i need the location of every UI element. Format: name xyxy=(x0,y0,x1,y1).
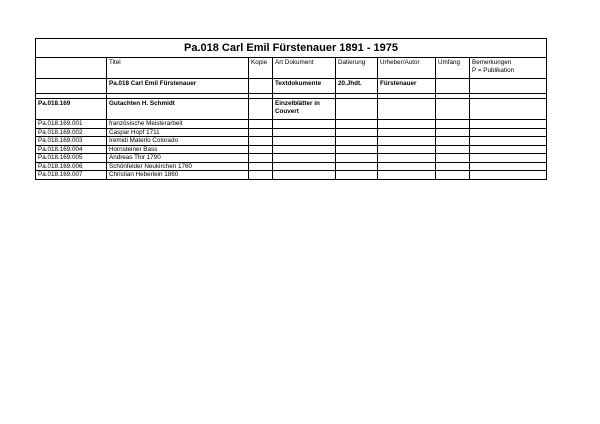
header-titel: Titel xyxy=(107,58,249,79)
header-signatur xyxy=(36,58,107,79)
group-art xyxy=(273,99,336,120)
table-row xyxy=(36,137,547,146)
item-titel: Andreas Thir 1790 xyxy=(107,154,249,163)
header-bemerkungen-note: P = Publikation xyxy=(472,67,515,74)
cell-signatur xyxy=(36,79,107,94)
header-row xyxy=(36,58,547,79)
collection-datierung: 20.Jhdt. xyxy=(336,79,378,94)
table-row xyxy=(36,162,547,171)
item-titel: Iremidi Materlo Colorado xyxy=(107,137,249,146)
item-titel: Christian Heberlein 1860 xyxy=(107,171,249,180)
item-signatur: Pa.018.169.002 xyxy=(36,128,107,137)
table-row xyxy=(36,171,547,180)
document-title: Pa.018 Carl Emil Fürstenauer 1891 - 1975 xyxy=(36,39,547,58)
cell-umfang xyxy=(436,99,470,120)
header-art-dokument: Art Dokument xyxy=(273,58,336,79)
title-row xyxy=(36,39,547,58)
item-titel: Caspar Hopf 1711 xyxy=(107,128,249,137)
item-signatur: Pa.018.169.006 xyxy=(36,162,107,171)
table-row xyxy=(36,128,547,137)
cell-bemerkungen xyxy=(470,99,547,120)
cell-datierung xyxy=(336,99,378,120)
item-signatur: Pa.018.169.004 xyxy=(36,145,107,154)
cell-kopie xyxy=(249,99,273,120)
header-bemerkungen xyxy=(470,58,547,79)
header-bemerkungen-label: Bemerkungen xyxy=(472,59,512,66)
group-titel: Gutachten H. Schmidt xyxy=(107,99,249,120)
item-titel: Hornsteiner Bass xyxy=(107,145,249,154)
item-signatur: Pa.018.169.005 xyxy=(36,154,107,163)
collection-urheber: Fürstenauer xyxy=(378,79,436,94)
collection-row xyxy=(36,79,547,94)
group-art-line1: Einzelblätter in xyxy=(275,100,320,107)
cell-umfang xyxy=(436,79,470,94)
item-signatur: Pa.018.169.001 xyxy=(36,120,107,129)
item-titel: Schönfelder Neukirchen 1760 xyxy=(107,162,249,171)
cell-urheber xyxy=(378,99,436,120)
group-signatur: Pa.018.169 xyxy=(36,99,107,120)
header-umfang: Umfang xyxy=(436,58,470,79)
header-datierung: Datierung xyxy=(336,58,378,79)
table-row xyxy=(36,120,547,129)
group-row xyxy=(36,99,547,120)
header-urheber: Urheber/Autor xyxy=(378,58,436,79)
table-row xyxy=(36,154,547,163)
archive-table xyxy=(35,38,547,180)
item-signatur: Pa.018.169.007 xyxy=(36,171,107,180)
cell-kopie xyxy=(249,79,273,94)
item-titel: französische Meisterarbeit xyxy=(107,120,249,129)
header-kopie: Kopie xyxy=(249,58,273,79)
cell-bemerkungen xyxy=(470,79,547,94)
group-art-line2: Couvert xyxy=(275,108,299,115)
table-row xyxy=(36,145,547,154)
item-signatur: Pa.018.169.003 xyxy=(36,137,107,146)
collection-titel: Pa.018 Carl Emil Fürstenauer xyxy=(107,79,249,94)
collection-art: Textdokumente xyxy=(273,79,336,94)
